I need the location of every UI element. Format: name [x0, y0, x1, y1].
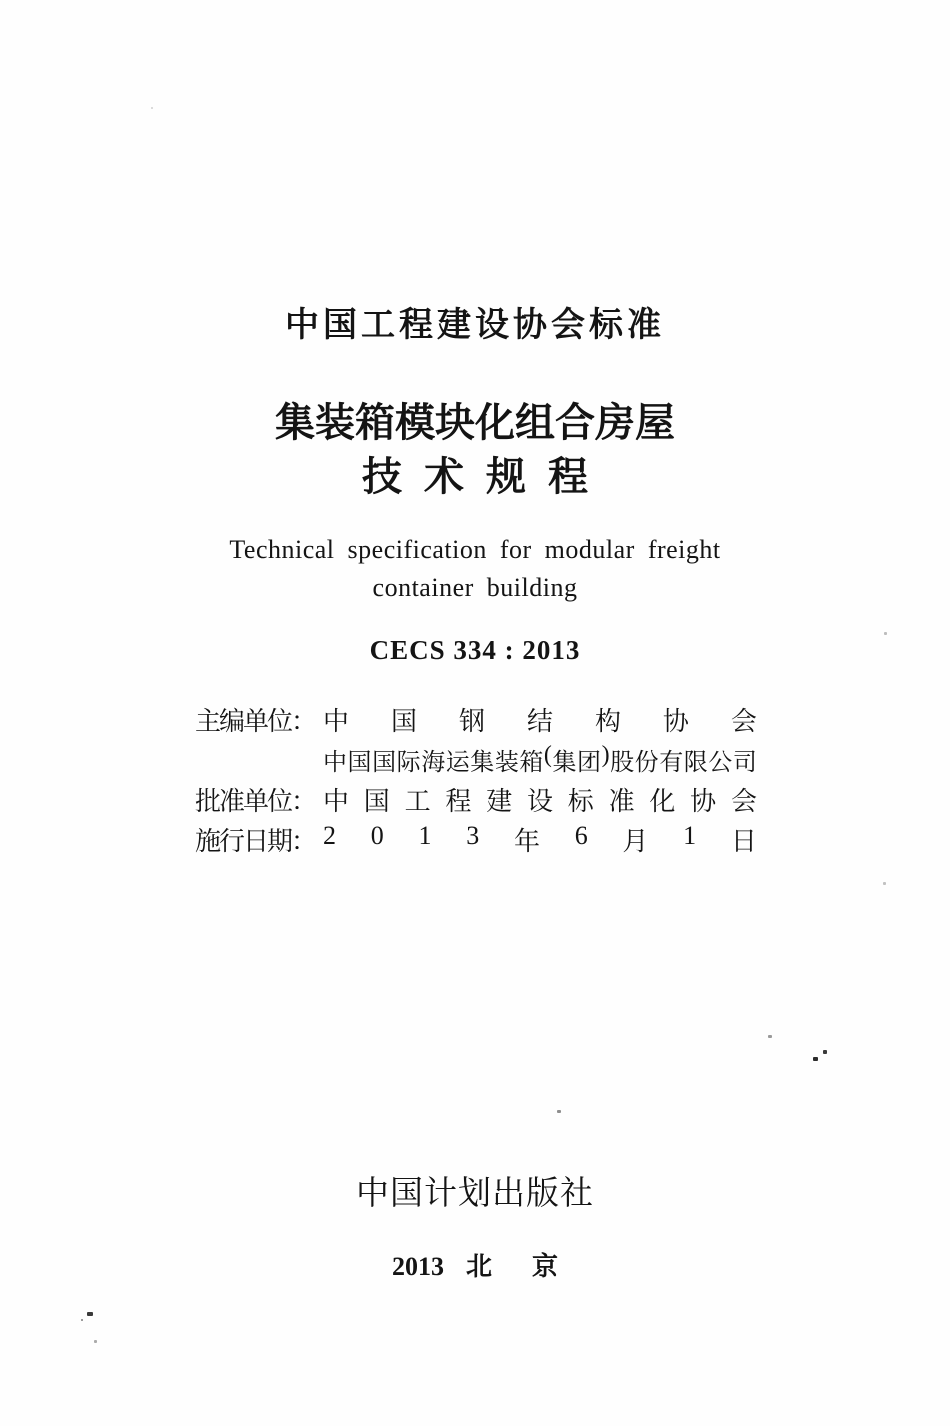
approval-value: 中 国 工 程 建 设 标 准 化 协 会: [323, 786, 757, 816]
scan-speck: [81, 1319, 83, 1321]
chief-editor-row: [195, 699, 757, 739]
scan-speck: [557, 1110, 561, 1113]
standard-title-line2: 技术规程: [362, 454, 610, 499]
imprint-line: [0, 1246, 950, 1283]
scan-speck: [883, 882, 886, 885]
scan-speck: [813, 1057, 818, 1061]
effective-date-value: 2 0 1 3 年 6 月 1 日: [323, 820, 757, 856]
publisher-name: 中国计划出版社: [356, 1176, 594, 1212]
scan-speck: [884, 632, 887, 635]
standard-code: CECS 334 : 2013: [369, 635, 581, 665]
chief-editor-value: 中 国 钢 结 构 协 会: [323, 706, 757, 736]
credits-block: [195, 699, 757, 859]
approval-row: [195, 779, 757, 819]
standard-title-line1: 集装箱模块化组合房屋: [275, 400, 675, 445]
scan-speck: [768, 1035, 772, 1038]
chief-editor-row-2: [195, 739, 757, 779]
chief-editor-label: 主编单位：: [195, 706, 316, 736]
english-title-line2: container building: [372, 573, 578, 602]
imprint-city: 北京: [465, 1252, 598, 1281]
english-title-line1: Technical specification for modular freight: [229, 535, 721, 564]
association-standard-header: 中国工程建设协会标准: [285, 306, 665, 344]
scan-speck: [87, 1312, 93, 1316]
chief-editor-value-2: 中 国 国 际 海 运 集 装 箱 ( 集 团 ) 股 份 有 限 公 司: [323, 741, 757, 776]
approval-label: 批准单位：: [195, 786, 316, 816]
effective-date-label: 施行日期：: [195, 826, 316, 856]
scan-speck: [823, 1050, 827, 1054]
scan-speck: [94, 1340, 97, 1343]
imprint-year: 2013: [391, 1252, 444, 1281]
effective-date-row: [195, 819, 757, 859]
scan-speck: [151, 107, 153, 109]
